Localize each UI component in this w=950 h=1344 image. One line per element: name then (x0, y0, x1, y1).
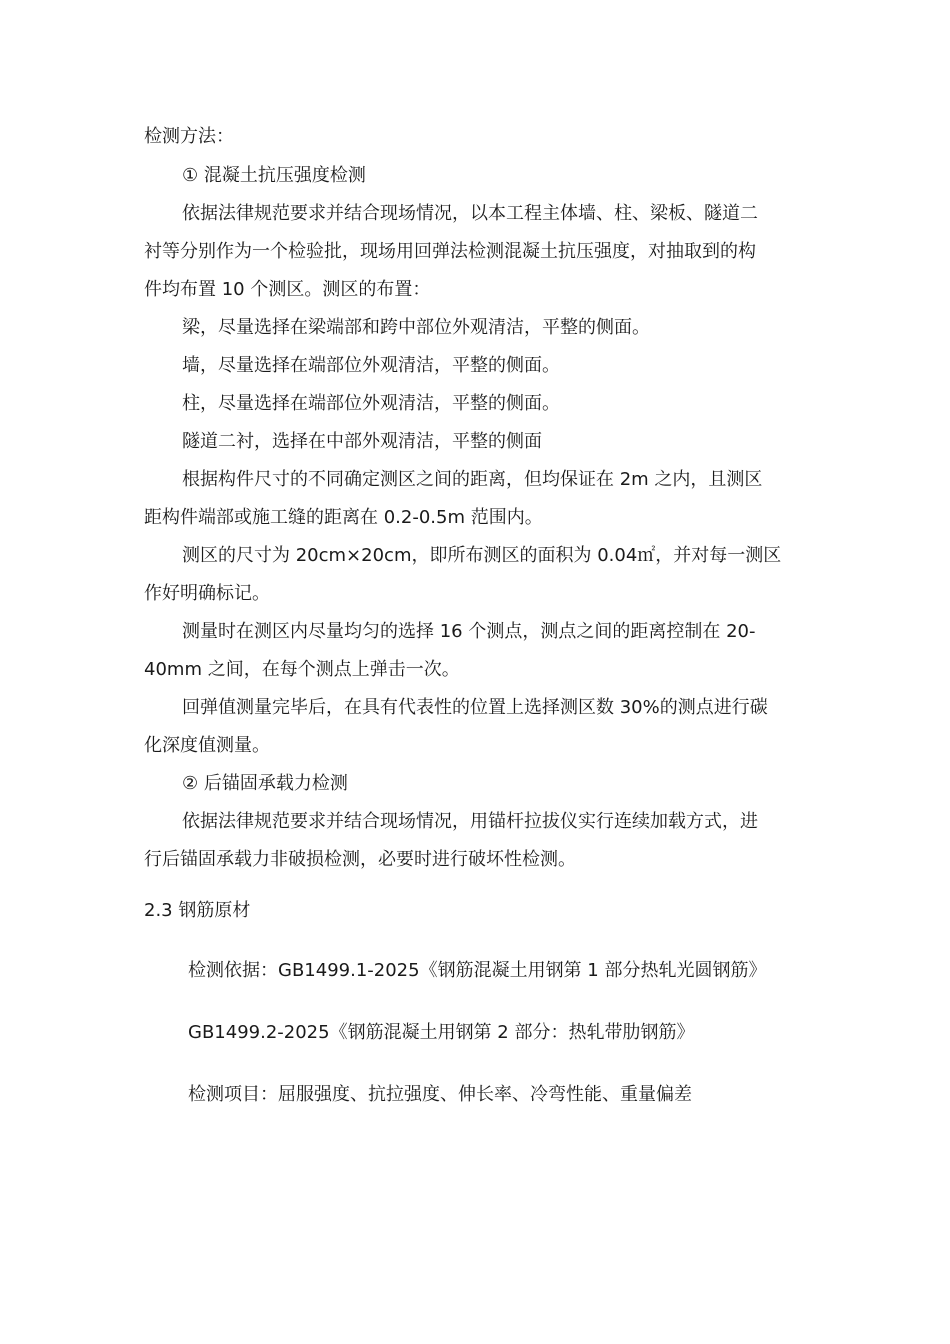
test-basis-line: 检测依据：GB1499.1-2025《钢筋混凝土用钢第 1 部分热轧光圆钢筋》 (188, 960, 767, 981)
paragraph-line: 行后锚固承载力非破损检测，必要时进行破坏性检测。 (144, 849, 576, 870)
subheading-concrete-strength: ① 混凝土抗压强度检测 (182, 165, 366, 186)
test-basis-line: GB1499.2-2025《钢筋混凝土用钢第 2 部分：热轧带肋钢筋》 (188, 1022, 695, 1043)
paragraph-line: 衬等分别作为一个检验批，现场用回弹法检测混凝土抗压强度，对抽取到的构 (144, 241, 756, 262)
paragraph-line: 作好明确标记。 (144, 583, 270, 604)
paragraph-line: 件均布置 10 个测区。测区的布置： (144, 279, 431, 300)
paragraph-line: 测区的尺寸为 20cm×20cm，即所布测区的面积为 0.04㎡，并对每一测区 (182, 545, 782, 566)
section-heading-rebar: 2.3 钢筋原材 (144, 900, 251, 921)
list-item-beam: 梁，尽量选择在梁端部和跨中部位外观清洁，平整的侧面。 (182, 317, 650, 338)
list-item-column: 柱，尽量选择在端部位外观清洁，平整的侧面。 (182, 393, 560, 414)
paragraph-line: 回弹值测量完毕后，在具有代表性的位置上选择测区数 30%的测点进行碳 (182, 697, 768, 718)
paragraph-line: 根据构件尺寸的不同确定测区之间的距离，但均保证在 2m 之内，且测区 (182, 469, 763, 490)
paragraph-line: 测量时在测区内尽量均匀的选择 16 个测点，测点之间的距离控制在 20- (182, 621, 756, 642)
section-label-methods: 检测方法： (144, 126, 234, 147)
test-items-line: 检测项目：屈服强度、抗拉强度、伸长率、冷弯性能、重量偏差 (188, 1084, 692, 1105)
paragraph-line: 化深度值测量。 (144, 735, 270, 756)
paragraph-line: 依据法律规范要求并结合现场情况，用锚杆拉拔仪实行连续加载方式，进 (182, 811, 758, 832)
paragraph-line: 40mm 之间，在每个测点上弹击一次。 (144, 659, 460, 680)
paragraph-line: 距构件端部或施工缝的距离在 0.2-0.5m 范围内。 (144, 507, 543, 528)
list-item-tunnel: 隧道二衬，选择在中部外观清洁，平整的侧面 (182, 431, 542, 452)
paragraph-line: 依据法律规范要求并结合现场情况，以本工程主体墙、柱、梁板、隧道二 (182, 203, 758, 224)
list-item-wall: 墙，尽量选择在端部位外观清洁，平整的侧面。 (182, 355, 560, 376)
subheading-anchorage: ② 后锚固承载力检测 (182, 773, 348, 794)
